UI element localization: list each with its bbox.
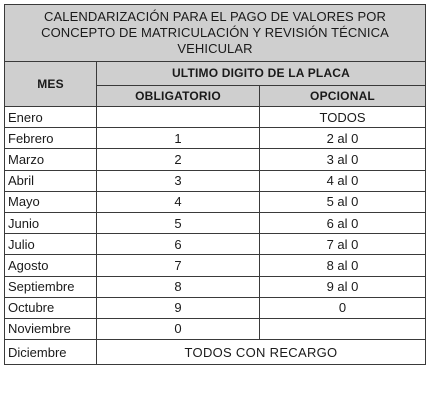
header-obligatorio: OBLIGATORIO: [97, 85, 260, 106]
month-cell: Diciembre: [5, 340, 97, 365]
table-row-diciembre: [5, 340, 426, 365]
month-cell: Septiembre: [5, 276, 97, 297]
header-ultimo-digito: ULTIMO DIGITO DE LA PLACA: [97, 62, 426, 86]
title-line-1: CALENDARIZACIÓN PARA EL PAGO DE VALORES POR: [44, 9, 386, 24]
obligatorio-cell: 0: [97, 318, 260, 339]
obligatorio-cell: 5: [97, 212, 260, 233]
table-row: [5, 107, 426, 128]
table-row: [5, 212, 426, 233]
header-opcional: OPCIONAL: [260, 85, 426, 106]
opcional-cell: 2 al 0: [260, 128, 426, 149]
obligatorio-cell: 3: [97, 170, 260, 191]
opcional-cell: 3 al 0: [260, 149, 426, 170]
month-cell: Julio: [5, 234, 97, 255]
month-cell: Enero: [5, 107, 97, 128]
month-cell: Abril: [5, 170, 97, 191]
obligatorio-cell: 4: [97, 191, 260, 212]
opcional-cell: 5 al 0: [260, 191, 426, 212]
table-row: [5, 297, 426, 318]
calendar-table: [4, 4, 426, 365]
table-row: [5, 255, 426, 276]
month-cell: Octubre: [5, 297, 97, 318]
month-cell: Marzo: [5, 149, 97, 170]
table-row: [5, 234, 426, 255]
month-cell: Agosto: [5, 255, 97, 276]
opcional-cell: TODOS: [260, 107, 426, 128]
month-cell: Mayo: [5, 191, 97, 212]
obligatorio-cell: 7: [97, 255, 260, 276]
obligatorio-cell: 9: [97, 297, 260, 318]
title-line-3: VEHICULAR: [177, 41, 253, 56]
opcional-cell: 6 al 0: [260, 212, 426, 233]
month-cell: Noviembre: [5, 318, 97, 339]
table-row: [5, 276, 426, 297]
month-cell: Febrero: [5, 128, 97, 149]
opcional-cell: 4 al 0: [260, 170, 426, 191]
obligatorio-cell: 1: [97, 128, 260, 149]
obligatorio-cell: 2: [97, 149, 260, 170]
table-row: [5, 318, 426, 339]
title-line-2: CONCEPTO DE MATRICULACIÓN Y REVISIÓN TÉCNICA: [41, 25, 389, 40]
table-row: [5, 170, 426, 191]
table-row: [5, 128, 426, 149]
opcional-cell: 8 al 0: [260, 255, 426, 276]
month-cell: Junio: [5, 212, 97, 233]
header-mes: MES: [5, 62, 97, 107]
opcional-cell: 9 al 0: [260, 276, 426, 297]
obligatorio-cell: 8: [97, 276, 260, 297]
table-title: [5, 5, 426, 62]
obligatorio-cell: 6: [97, 234, 260, 255]
table-row: [5, 191, 426, 212]
opcional-cell: 0: [260, 297, 426, 318]
table-row: [5, 149, 426, 170]
obligatorio-cell: [97, 107, 260, 128]
opcional-cell: 7 al 0: [260, 234, 426, 255]
diciembre-value-cell: TODOS CON RECARGO: [97, 340, 426, 365]
opcional-cell: [260, 318, 426, 339]
